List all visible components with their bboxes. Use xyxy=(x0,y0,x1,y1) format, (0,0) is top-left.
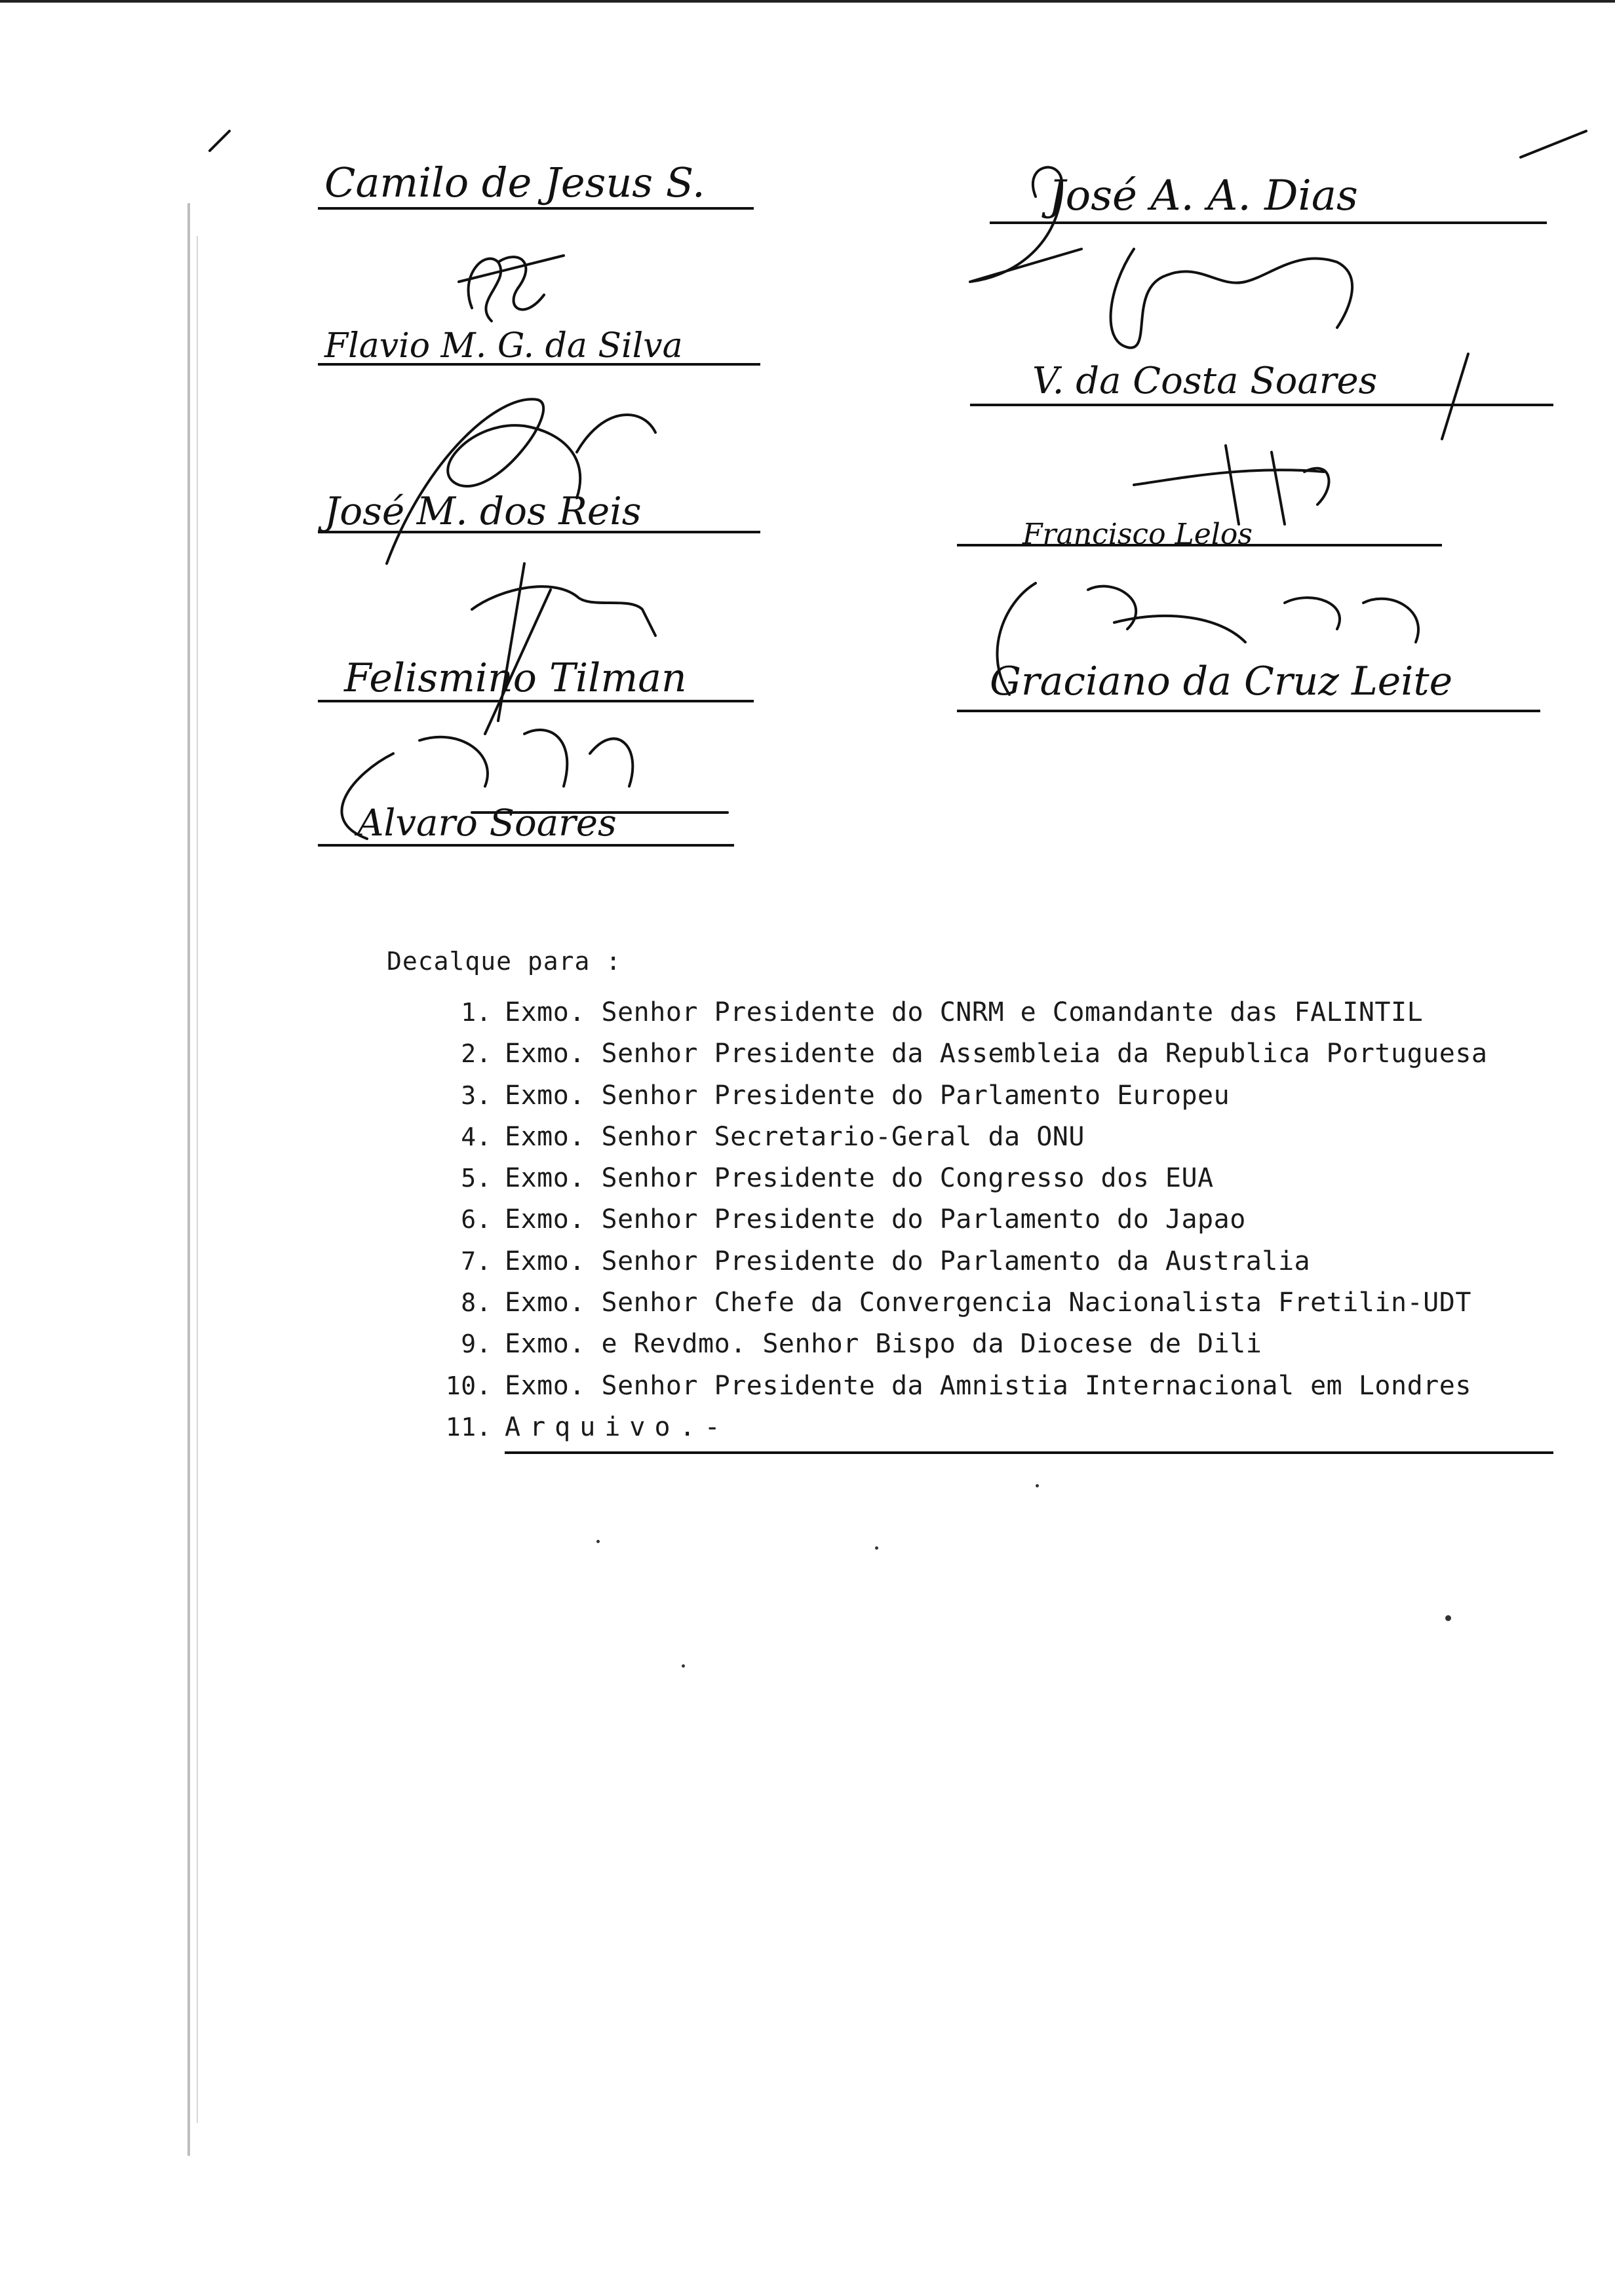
scan-speck xyxy=(1445,1615,1451,1621)
list-item xyxy=(413,1204,1553,1246)
signature-name-jose-dias: José A. A. Dias xyxy=(1049,172,1358,220)
signature-alvaro xyxy=(318,730,734,845)
signature-block xyxy=(0,0,1615,917)
pen-mark xyxy=(210,131,229,151)
signature-name-alvaro: Alvaro Soares xyxy=(357,802,617,845)
list-item xyxy=(413,1329,1553,1370)
signature-name-costa-soares: V. da Costa Soares xyxy=(1032,360,1378,402)
list-item xyxy=(413,1081,1553,1122)
scan-speck xyxy=(1036,1484,1039,1487)
signature-graciano xyxy=(957,583,1540,711)
scan-speck xyxy=(875,1546,878,1550)
scan-speck xyxy=(596,1540,600,1543)
list-item-text: Exmo. Senhor Chefe da Convergencia Nacionalista Fretilin-UDT xyxy=(505,1288,1471,1318)
list-item-number: 9. xyxy=(461,1330,492,1359)
signature-camilo xyxy=(318,159,754,208)
list-item-text: Exmo. Senhor Presidente do Congresso dos EUA xyxy=(505,1163,1214,1194)
list-item-text: Exmo. Senhor Secretario-Geral da ONU xyxy=(505,1121,1085,1152)
list-item-number: 3. xyxy=(461,1081,492,1110)
list-item xyxy=(413,1122,1553,1163)
list-item xyxy=(413,1039,1553,1080)
signature-name-flavio: Flavio M. G. da Silva xyxy=(324,326,683,366)
list-item-text: Exmo. Senhor Presidente da Amnistia Internacional em Londres xyxy=(505,1370,1471,1401)
list-item-text: Exmo. Senhor Presidente do Parlamento Europeu xyxy=(505,1080,1230,1111)
list-item xyxy=(413,1163,1553,1204)
list-item-number: 6. xyxy=(461,1205,492,1234)
list-item xyxy=(413,1412,1553,1453)
signature-name-camilo: Camilo de Jesus S. xyxy=(324,159,705,206)
list-item-number: 1. xyxy=(461,998,492,1027)
signature-flavio xyxy=(318,256,760,366)
signature-costa-soares xyxy=(970,249,1553,439)
signature-felismino xyxy=(318,564,754,734)
distribution-list xyxy=(413,997,1553,1453)
list-item-number: 11. xyxy=(445,1412,492,1442)
scan-speck xyxy=(682,1664,685,1668)
list-item xyxy=(413,1288,1553,1329)
signature-jose-reis xyxy=(318,399,760,564)
signature-francisco xyxy=(957,446,1442,551)
list-item-text: Arquivo.- xyxy=(505,1412,1553,1454)
list-item-number: 8. xyxy=(461,1288,492,1318)
list-item-number: 2. xyxy=(461,1039,492,1069)
list-item-number: 4. xyxy=(461,1122,492,1151)
list-item xyxy=(413,1246,1553,1288)
list-item-text: Exmo. e Revdmo. Senhor Bispo da Diocese de Dili xyxy=(505,1329,1262,1360)
list-item-number: 7. xyxy=(461,1246,492,1276)
list-item-text: Exmo. Senhor Presidente do Parlamento do Japao xyxy=(505,1204,1246,1235)
list-item xyxy=(413,1371,1553,1412)
list-item-text: Exmo. Senhor Presidente da Assembleia da Republica Portuguesa xyxy=(505,1039,1488,1069)
signature-name-felismino: Felismino Tilman xyxy=(344,655,687,701)
list-item-number: 5. xyxy=(461,1164,492,1193)
list-item xyxy=(413,997,1553,1039)
list-item-text: Exmo. Senhor Presidente do Parlamento da Australia xyxy=(505,1246,1311,1276)
signature-name-graciano: Graciano da Cruz Leite xyxy=(990,659,1453,704)
distribution-title: Decalque para : xyxy=(387,947,622,976)
list-item-number: 10. xyxy=(445,1371,492,1400)
signature-jose-dias xyxy=(970,131,1586,282)
signature-name-jose-reis: José M. dos Reis xyxy=(324,489,642,533)
list-item-text: Exmo. Senhor Presidente do CNRM e Comandante das FALINTIL xyxy=(505,997,1424,1027)
signature-name-francisco: Francisco Lelos xyxy=(1022,518,1253,551)
